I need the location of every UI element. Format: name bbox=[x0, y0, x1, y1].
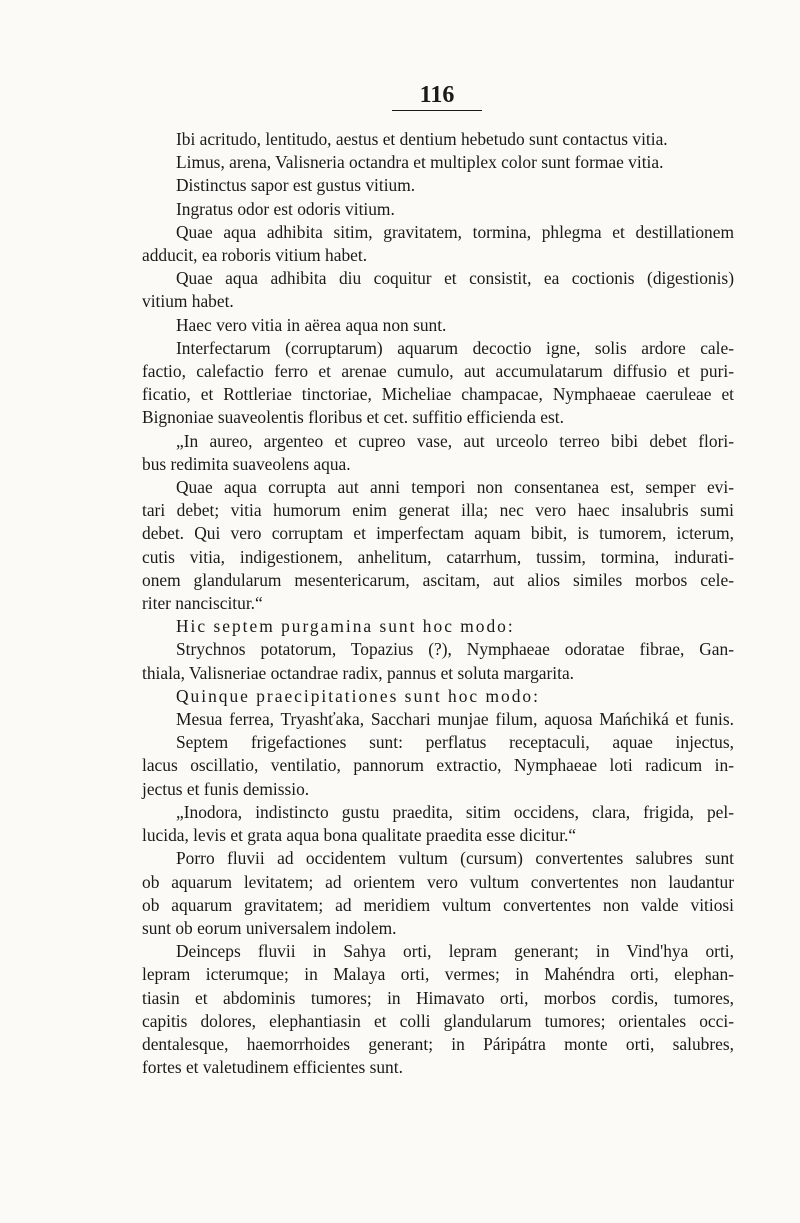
text-line: onem glandularum mesentericarum, ascitam, aut alios similes morbos cele- bbox=[142, 569, 734, 590]
text-line: Porro fluvii ad occidentem vultum (cursum) convertentes salubres sunt bbox=[176, 848, 734, 869]
text-line: capitis dolores, elephantiasin et colli glandularum tumores; orientales occi- bbox=[142, 1010, 734, 1031]
text-line: Deinceps fluvii in Sahya orti, lepram generant; in Vind'hya orti, bbox=[176, 941, 734, 962]
text-line: Quinque praecipitationes sunt hoc modo: bbox=[176, 685, 540, 706]
text-line: ficatio, et Rottleriae tinctoriae, Micheliae champacae, Nymphaeae caeruleae et bbox=[142, 384, 734, 405]
text-line: jectus et funis demissio. bbox=[142, 778, 310, 799]
text-line: cutis vitia, indigestionem, anhelitum, catarrhum, tussim, tormina, indurati- bbox=[142, 546, 734, 567]
text-line: Mesua ferrea, Tryashťaka, Sacchari munjae filum, aquosa Mańchiká et funis. bbox=[176, 709, 734, 730]
text-line: fortes et valetudinem efficientes sunt. bbox=[142, 1057, 403, 1078]
text-line: Quae aqua corrupta aut anni tempori non consentanea est, semper evi- bbox=[176, 477, 734, 498]
text-line: Septem frigefactiones sunt: perflatus receptaculi, aquae injectus, bbox=[176, 732, 734, 753]
text-line: ob aquarum levitatem; ad orientem vero vultum convertentes non laudantur bbox=[142, 871, 734, 892]
text-line: lepram icterumque; in Malaya orti, vermes; in Mahéndra orti, elephan- bbox=[142, 964, 734, 985]
text-line: Interfectarum (corruptarum) aquarum decoctio igne, solis ardore cale- bbox=[176, 337, 734, 358]
text-line: Quae aqua adhibita sitim, gravitatem, tormina, phlegma et destillationem bbox=[176, 221, 734, 242]
text-line: riter nanciscitur.“ bbox=[142, 593, 263, 614]
text-line: „In aureo, argenteo et cupreo vase, aut urceolo terreo bibi debet flori- bbox=[176, 430, 734, 451]
text-line: Haec vero vitia in aërea aqua non sunt. bbox=[176, 314, 447, 335]
text-line: „Inodora, indistincto gustu praedita, sitim occidens, clara, frigida, pel- bbox=[176, 801, 734, 822]
text-line: dentalesque, haemorrhoides generant; in Páripátra monte orti, salubres, bbox=[142, 1033, 734, 1054]
text-line: Hic septem purgamina sunt hoc modo: bbox=[176, 616, 515, 637]
text-line: sunt ob eorum universalem indolem. bbox=[142, 917, 397, 938]
text-line: vitium habet. bbox=[142, 291, 234, 312]
page-number: 116 bbox=[392, 82, 482, 111]
text-line: factio, calefactio ferro et arenae cumulo, aut accumulatarum diffusio et puri- bbox=[142, 361, 734, 382]
text-line: Distinctus sapor est gustus vitium. bbox=[176, 175, 416, 196]
text-line: bus redimita suaveolens aqua. bbox=[142, 453, 351, 474]
text-line: tari debet; vitia humorum enim generat illa; nec vero haec insalubris sumi bbox=[142, 500, 734, 521]
text-line: lacus oscillatio, ventilatio, pannorum extractio, Nymphaeae loti radicum in- bbox=[142, 755, 734, 776]
text-line: Quae aqua adhibita diu coquitur et consistit, ea coctionis (digestionis) bbox=[176, 268, 734, 289]
text-line: Ingratus odor est odoris vitium. bbox=[176, 198, 395, 219]
text-line: Bignoniae suaveolentis floribus et cet. suffitio efficienda est. bbox=[142, 407, 564, 428]
text-line: Strychnos potatorum, Topazius (?), Nymphaeae odoratae fibrae, Gan- bbox=[176, 639, 734, 660]
text-line: Limus, arena, Valisneria octandra et multiplex color sunt formae vitia. bbox=[176, 152, 664, 173]
text-line: ob aquarum gravitatem; ad meridiem vultum convertentes non valde vitiosi bbox=[142, 894, 734, 915]
body-text bbox=[142, 128, 734, 1079]
text-line: tiasin et abdominis tumores; in Himavato orti, morbos cordis, tumores, bbox=[142, 987, 734, 1008]
text-line: adducit, ea roboris vitium habet. bbox=[142, 245, 368, 266]
text-line: Ibi acritudo, lentitudo, aestus et dentium hebetudo sunt contactus vitia. bbox=[176, 129, 668, 149]
text-line: debet. Qui vero corruptam et imperfectam aquam bibit, is tumorem, icterum, bbox=[142, 523, 734, 544]
text-line: lucida, levis et grata aqua bona qualitate praedita esse dicitur.“ bbox=[142, 825, 577, 846]
text-line: thiala, Valisneriae octandrae radix, pannus et soluta margarita. bbox=[142, 662, 575, 683]
